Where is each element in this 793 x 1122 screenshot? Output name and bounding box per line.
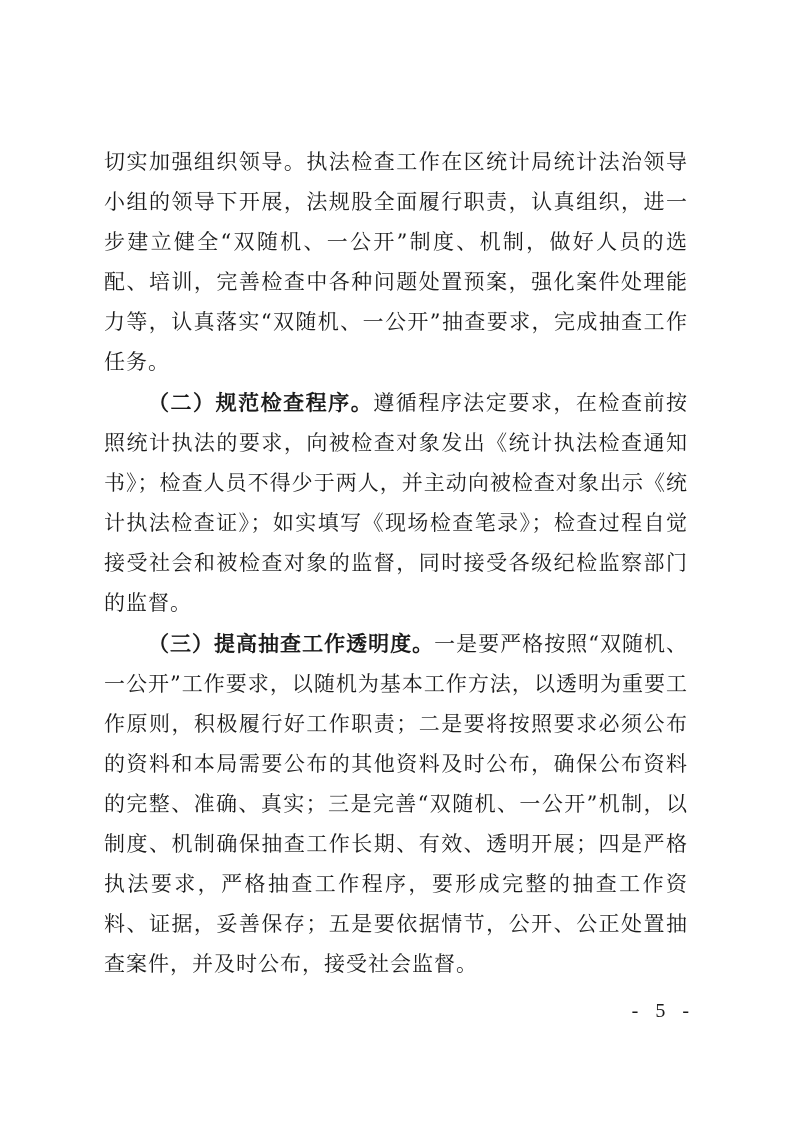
paragraph-3-text: 一是要严格按照“双随机、一公开”工作要求，以随机为基本工作方法，以透明为重要工作原则，积极履行好工作职责；二是要将按照要求必须公布的资料和本局需要公布的其他资料及时公布，确保公布资料的完整、准确、真实；三是完善“双随机、一公开”机制，以制度、机制确保抽查工作长期、有效、透明开展；四是严格执法要求，严格抽查工作程序，要形成完整的抽查工作资料、证据，妥善保存；五是要依据情节，公开、公正处置抽查案件，并及时公布，接受社会监督。 xyxy=(104,632,688,976)
section-heading-2: （二）规范检查程序。 xyxy=(148,391,374,415)
paragraph-2-text: 遵循程序法定要求，在检查前按照统计执法的要求，向被检查对象发出《统计执法检查通知书》；检查人员不得少于两人，并主动向被检查对象出示《统计执法检查证》；如实填写《现场检查笔录》；检查过程自觉接受社会和被检查对象的监督，同时接受各级纪检监察部门的监督。 xyxy=(104,391,689,615)
document-body xyxy=(104,142,688,985)
section-heading-3: （三）提高抽查工作透明度。 xyxy=(148,632,435,656)
page-number: - 5 - xyxy=(631,1000,695,1022)
paragraph-1-text: 切实加强组织领导。执法检查工作在区统计局统计法治领导小组的领导下开展，法规股全面履行职责，认真组织，进一步建立健全“双随机、一公开”制度、机制，做好人员的选配、培训，完善检查中各种问题处置预案，强化案件处理能力等，认真落实“双随机、一公开”抽查要求，完成抽查工作任务。 xyxy=(104,150,688,374)
paragraph-1 xyxy=(104,142,688,382)
paragraph-3 xyxy=(104,624,688,984)
paragraph-2 xyxy=(104,383,688,623)
